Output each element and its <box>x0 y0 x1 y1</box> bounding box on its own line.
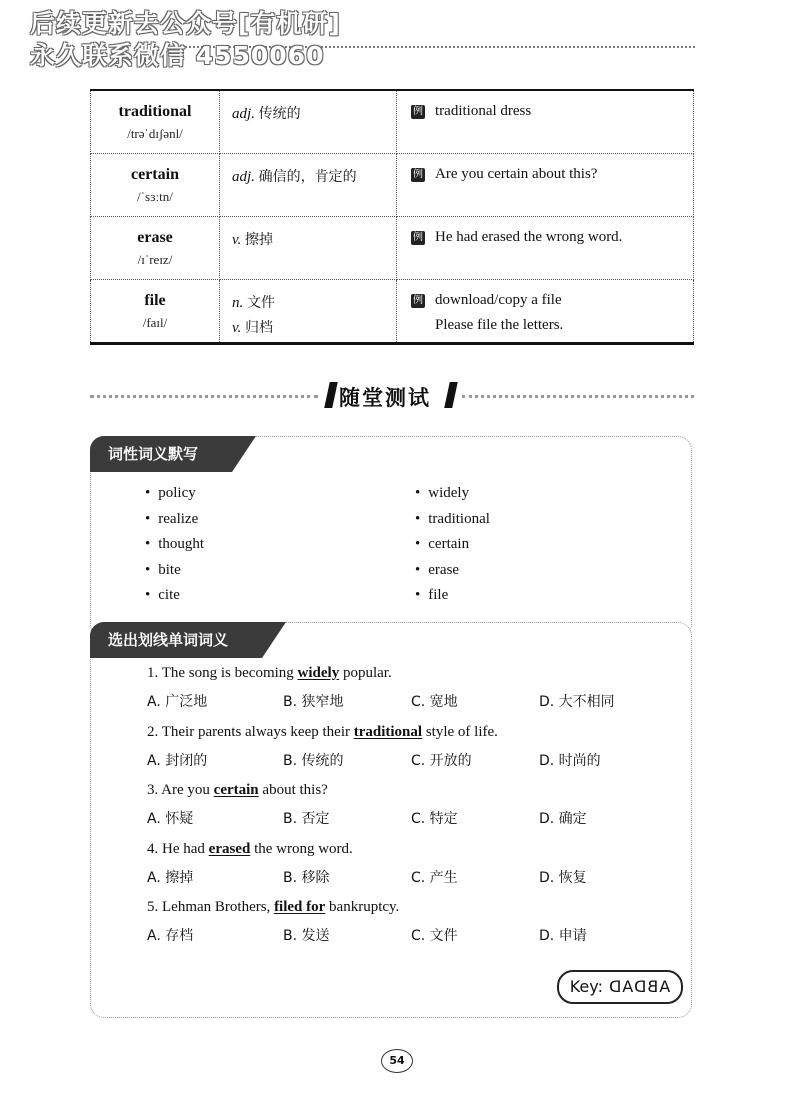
part-of-speech: n. <box>232 294 244 311</box>
example-line <box>411 229 693 254</box>
question-options <box>147 867 587 889</box>
page-number: 54 <box>381 1049 413 1073</box>
stem-after: style of life. <box>422 723 498 740</box>
vocab-word-cell <box>91 90 220 153</box>
dictation-list-left <box>145 485 204 613</box>
answer-option: D. 确定 <box>539 811 587 827</box>
meaning-text: 文件 <box>247 294 275 311</box>
watermark-line-2: 永久联系微信 4550060 <box>30 41 325 70</box>
vocab-example-cell <box>397 216 694 279</box>
vocab-phonetic: /ɪˈreɪz/ <box>137 251 173 267</box>
meaning-text: 擦掉 <box>245 231 274 248</box>
dictation-word: • traditional <box>415 511 490 537</box>
underlined-word: traditional <box>353 723 423 740</box>
dictation-word: • cite <box>145 587 204 613</box>
vocab-word-cell <box>91 216 220 279</box>
part-of-speech: adj. <box>232 106 255 122</box>
question-stem <box>147 782 328 808</box>
vocab-word: erase <box>137 228 173 246</box>
answer-option: D. 申请 <box>539 928 587 944</box>
question-options <box>147 808 587 830</box>
example-text: traditional dress <box>435 103 532 119</box>
vocab-row <box>91 90 694 153</box>
quiz-panel <box>90 622 692 1018</box>
vocab-word-cell <box>91 153 220 216</box>
answer-option: C. 宽地 <box>411 694 458 710</box>
dictation-tab: 词性词义默写 <box>90 436 232 472</box>
banner-right-line <box>462 395 694 398</box>
part-of-speech: v. <box>232 231 242 248</box>
underlined-word: filed for <box>274 899 326 915</box>
vocab-meaning-cell <box>220 153 397 216</box>
vocab-row <box>91 216 694 279</box>
stem-before: 2. Their parents always keep their <box>147 723 354 740</box>
vocab-meaning-cell <box>220 216 397 279</box>
part-of-speech: adj. <box>232 168 255 185</box>
meaning-text: 归档 <box>245 319 274 336</box>
vocab-phonetic: /faɪl/ <box>142 314 168 330</box>
answer-option: D. 恢复 <box>539 869 587 886</box>
banner-right-bar <box>444 382 458 408</box>
underlined-word: widely <box>297 665 340 681</box>
example-text: download/copy a file <box>435 291 562 308</box>
question-stem <box>147 665 392 691</box>
dictation-word: • policy <box>145 485 204 511</box>
stem-after: about this? <box>258 782 328 798</box>
vocab-phonetic: /trəˈdɪʃənl/ <box>127 126 183 141</box>
watermark-line-1: 后续更新去公众号[有机研] <box>30 9 341 38</box>
vocab-word: traditional <box>118 103 192 120</box>
stem-before: 3. Are you <box>147 782 214 798</box>
answer-option: A. 封闭的 <box>147 752 208 769</box>
quiz-question <box>147 723 601 772</box>
vocab-row <box>91 153 694 216</box>
question-stem <box>147 841 353 867</box>
vocab-word: certain <box>131 165 179 183</box>
meaning-text: 传统的 <box>258 106 301 122</box>
answer-option: C. 产生 <box>411 869 458 886</box>
answer-option: B. 发送 <box>283 928 330 944</box>
example-line <box>411 292 693 317</box>
answer-option: A. 广泛地 <box>147 694 208 710</box>
quiz-tab: 选出划线单词词义 <box>90 622 262 658</box>
question-options <box>147 750 601 772</box>
question-options <box>147 691 615 713</box>
stem-after: the wrong word. <box>250 840 353 857</box>
answer-option: D. 时尚的 <box>539 752 601 769</box>
dictation-word: • certain <box>415 536 490 562</box>
meaning-line <box>232 103 396 128</box>
answer-key <box>557 970 683 1004</box>
example-line <box>411 166 693 191</box>
dictation-word: • thought <box>145 536 204 562</box>
meaning-line <box>232 166 396 191</box>
section-banner <box>325 380 457 412</box>
key-answer: ABDAD <box>608 977 671 996</box>
quiz-question <box>147 840 587 889</box>
answer-option: A. 怀疑 <box>147 811 194 827</box>
banner-left-line <box>90 395 318 398</box>
example-mark-icon: 例 <box>413 106 423 117</box>
answer-option: B. 狭窄地 <box>283 694 344 710</box>
answer-option: D. 大不相同 <box>539 694 615 710</box>
example-text: He had erased the wrong word. <box>435 228 623 245</box>
dictation-word: • widely <box>415 485 490 511</box>
vocab-example-cell <box>397 90 694 153</box>
key-label: Key: <box>569 977 603 996</box>
quiz-question <box>147 899 587 947</box>
answer-option: B. 否定 <box>283 811 330 827</box>
vocab-meaning-cell <box>220 279 397 343</box>
vocab-phonetic: /ˈsɜːtn/ <box>137 188 173 204</box>
banner-left-bar <box>324 382 338 408</box>
dictation-word: • file <box>415 587 490 613</box>
answer-option: A. 存档 <box>147 928 194 944</box>
answer-option: B. 传统的 <box>283 752 344 769</box>
dictation-panel <box>90 436 692 638</box>
quiz-question <box>147 782 587 830</box>
vocab-example-cell <box>397 279 694 343</box>
example-mark-icon: 例 <box>413 294 423 306</box>
example-text: Are you certain about this? <box>435 165 598 182</box>
question-stem <box>147 724 498 750</box>
stem-after: bankruptcy. <box>325 899 400 915</box>
meaning-line <box>232 292 396 317</box>
vocab-word: file <box>144 291 166 309</box>
stem-before: 4. He had <box>147 840 209 857</box>
dictation-word: • realize <box>145 511 204 537</box>
meaning-line <box>232 317 396 342</box>
answer-option: A. 擦掉 <box>147 869 194 886</box>
dictation-word: • erase <box>415 562 490 588</box>
answer-option: C. 特定 <box>411 811 458 827</box>
meaning-line <box>232 229 396 254</box>
part-of-speech: v. <box>232 319 242 336</box>
meaning-text: 确信的，肯定的 <box>258 168 357 185</box>
stem-after: popular. <box>339 665 392 681</box>
stem-before: 1. The song is becoming <box>147 665 298 681</box>
underlined-word: certain <box>213 782 259 798</box>
stem-before: 5. Lehman Brothers, <box>147 899 275 915</box>
answer-option: B. 移除 <box>283 869 330 886</box>
underlined-word: erased <box>208 840 251 857</box>
dictation-word: • bite <box>145 562 204 588</box>
vocab-row <box>91 279 694 343</box>
vocab-example-cell <box>397 153 694 216</box>
answer-option: C. 文件 <box>411 928 458 944</box>
dictation-list-right <box>415 485 490 613</box>
watermark <box>30 8 341 72</box>
example-line <box>411 103 693 128</box>
quiz-question <box>147 665 615 713</box>
example-text: Please file the letters. <box>435 316 564 333</box>
question-options <box>147 925 587 947</box>
section-title: 随堂测试 <box>339 386 431 410</box>
vocabulary-table <box>90 89 694 345</box>
example-line <box>411 317 693 342</box>
vocab-meaning-cell <box>220 90 397 153</box>
example-mark-icon: 例 <box>413 168 423 180</box>
answer-option: C. 开放的 <box>411 752 472 769</box>
vocab-word-cell <box>91 279 220 343</box>
example-mark-icon: 例 <box>413 231 423 243</box>
question-stem <box>147 899 399 925</box>
